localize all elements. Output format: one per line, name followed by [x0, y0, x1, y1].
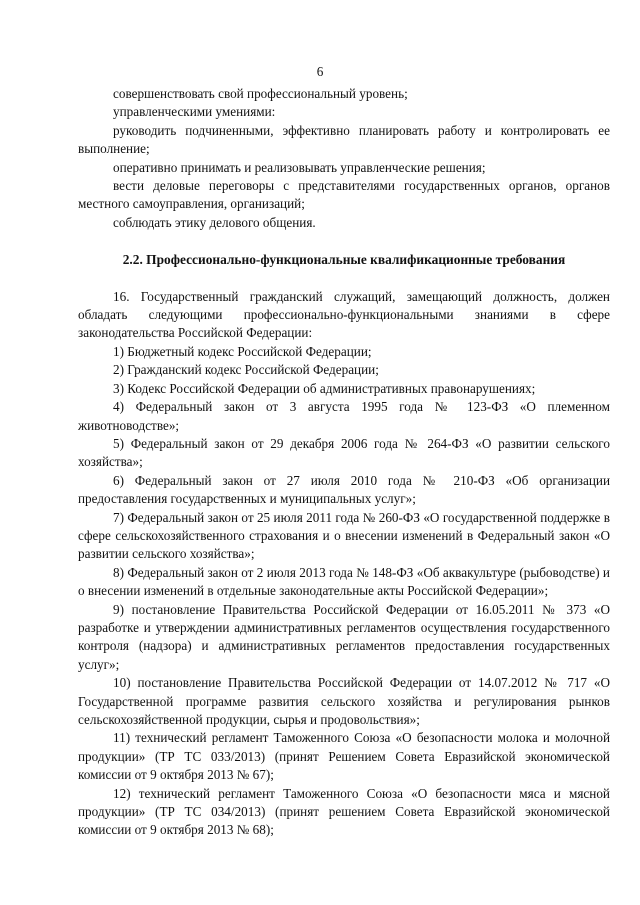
paragraph: 5) Федеральный закон от 29 декабря 2006 года № 264-ФЗ «О развитии сельского хозяйства»; [78, 435, 610, 470]
list-item: оперативно принимать и реализовывать управленческие решения; [113, 159, 486, 175]
list-item: соблюдать этику делового общения. [113, 214, 316, 230]
paragraph: 2) Гражданский кодекс Российской Федерации; [113, 362, 379, 378]
list-item: вести деловые переговоры с представителями государственных органов, органов местного самоуправления, организаций; [78, 178, 610, 212]
list-item: управленческими умениями: [113, 104, 276, 120]
paragraph: 1) Бюджетный кодекс Российской Федерации; [113, 343, 372, 359]
section-heading: 2.2. Профессионально-функциональные квалификационные требования [122, 252, 566, 268]
paragraph: 4) Федеральный закон от 3 августа 1995 года № 123-ФЗ «О племенном животноводстве»; [78, 399, 610, 433]
paragraph: 8) Федеральный закон от 2 июля 2013 года № 148-ФЗ «Об аквакультуре (рыбоводстве) и о внесении изменений в отдельные законодательные акты Российской Федерации»; [78, 564, 610, 599]
paragraph: 10) постановление Правительства Российской Федерации от 14.07.2012 № 717 «О Государственной программе развития сельского хозяйства и регулирования рынков сельскохозяйственной продукции, сырья и продовольствия»; [78, 675, 610, 727]
list-item: совершенствовать свой профессиональный уровень; [113, 86, 408, 101]
paragraph: 3) Кодекс Российской Федерации об административных правонарушениях; [113, 380, 536, 396]
paragraph: 9) постановление Правительства Российской Федерации от 16.05.2011 № 373 «О разработке и утверждении административных регламентов осуществления государственного контроля (надзора) и административных регламентов предоставления государственных услуг»; [78, 601, 610, 672]
document-body [78, 85, 610, 840]
paragraph: 7) Федеральный закон от 25 июля 2011 года № 260-ФЗ «О государственной поддержке в сфере сельскохозяйственного страхования и о внесении изменений в Федеральный закон «О развитии сельского хозяйства»; [78, 509, 610, 562]
list-item: руководить подчиненными, эффективно планировать работу и контролировать ее выполнение; [78, 122, 610, 157]
paragraph: 16. Государственный гражданский служащий, замещающий должность, должен обладать следующими профессионально-функциональными знаниями в сфере законодательства Российской Федерации: [78, 288, 610, 341]
paragraph: 6) Федеральный закон от 27 июля 2010 года № 210-ФЗ «Об организации предоставления государственных и муниципальных услуг»; [78, 472, 610, 507]
paragraph: 12) технический регламент Таможенного Союза «О безопасности мяса и мясной продукции» (ТР ТС 034/2013) (принят решением Совета Евразийской экономической комиссии от 9 октября 2013 № 68); [78, 785, 610, 838]
page-number: 6 [316, 64, 324, 79]
paragraph: 11) технический регламент Таможенного Союза «О безопасности молока и молочной продукции» (ТР ТС 033/2013) (принят Решением Совета Евразийской экономической комиссии от 9 октября 2013 № 67); [78, 730, 610, 783]
